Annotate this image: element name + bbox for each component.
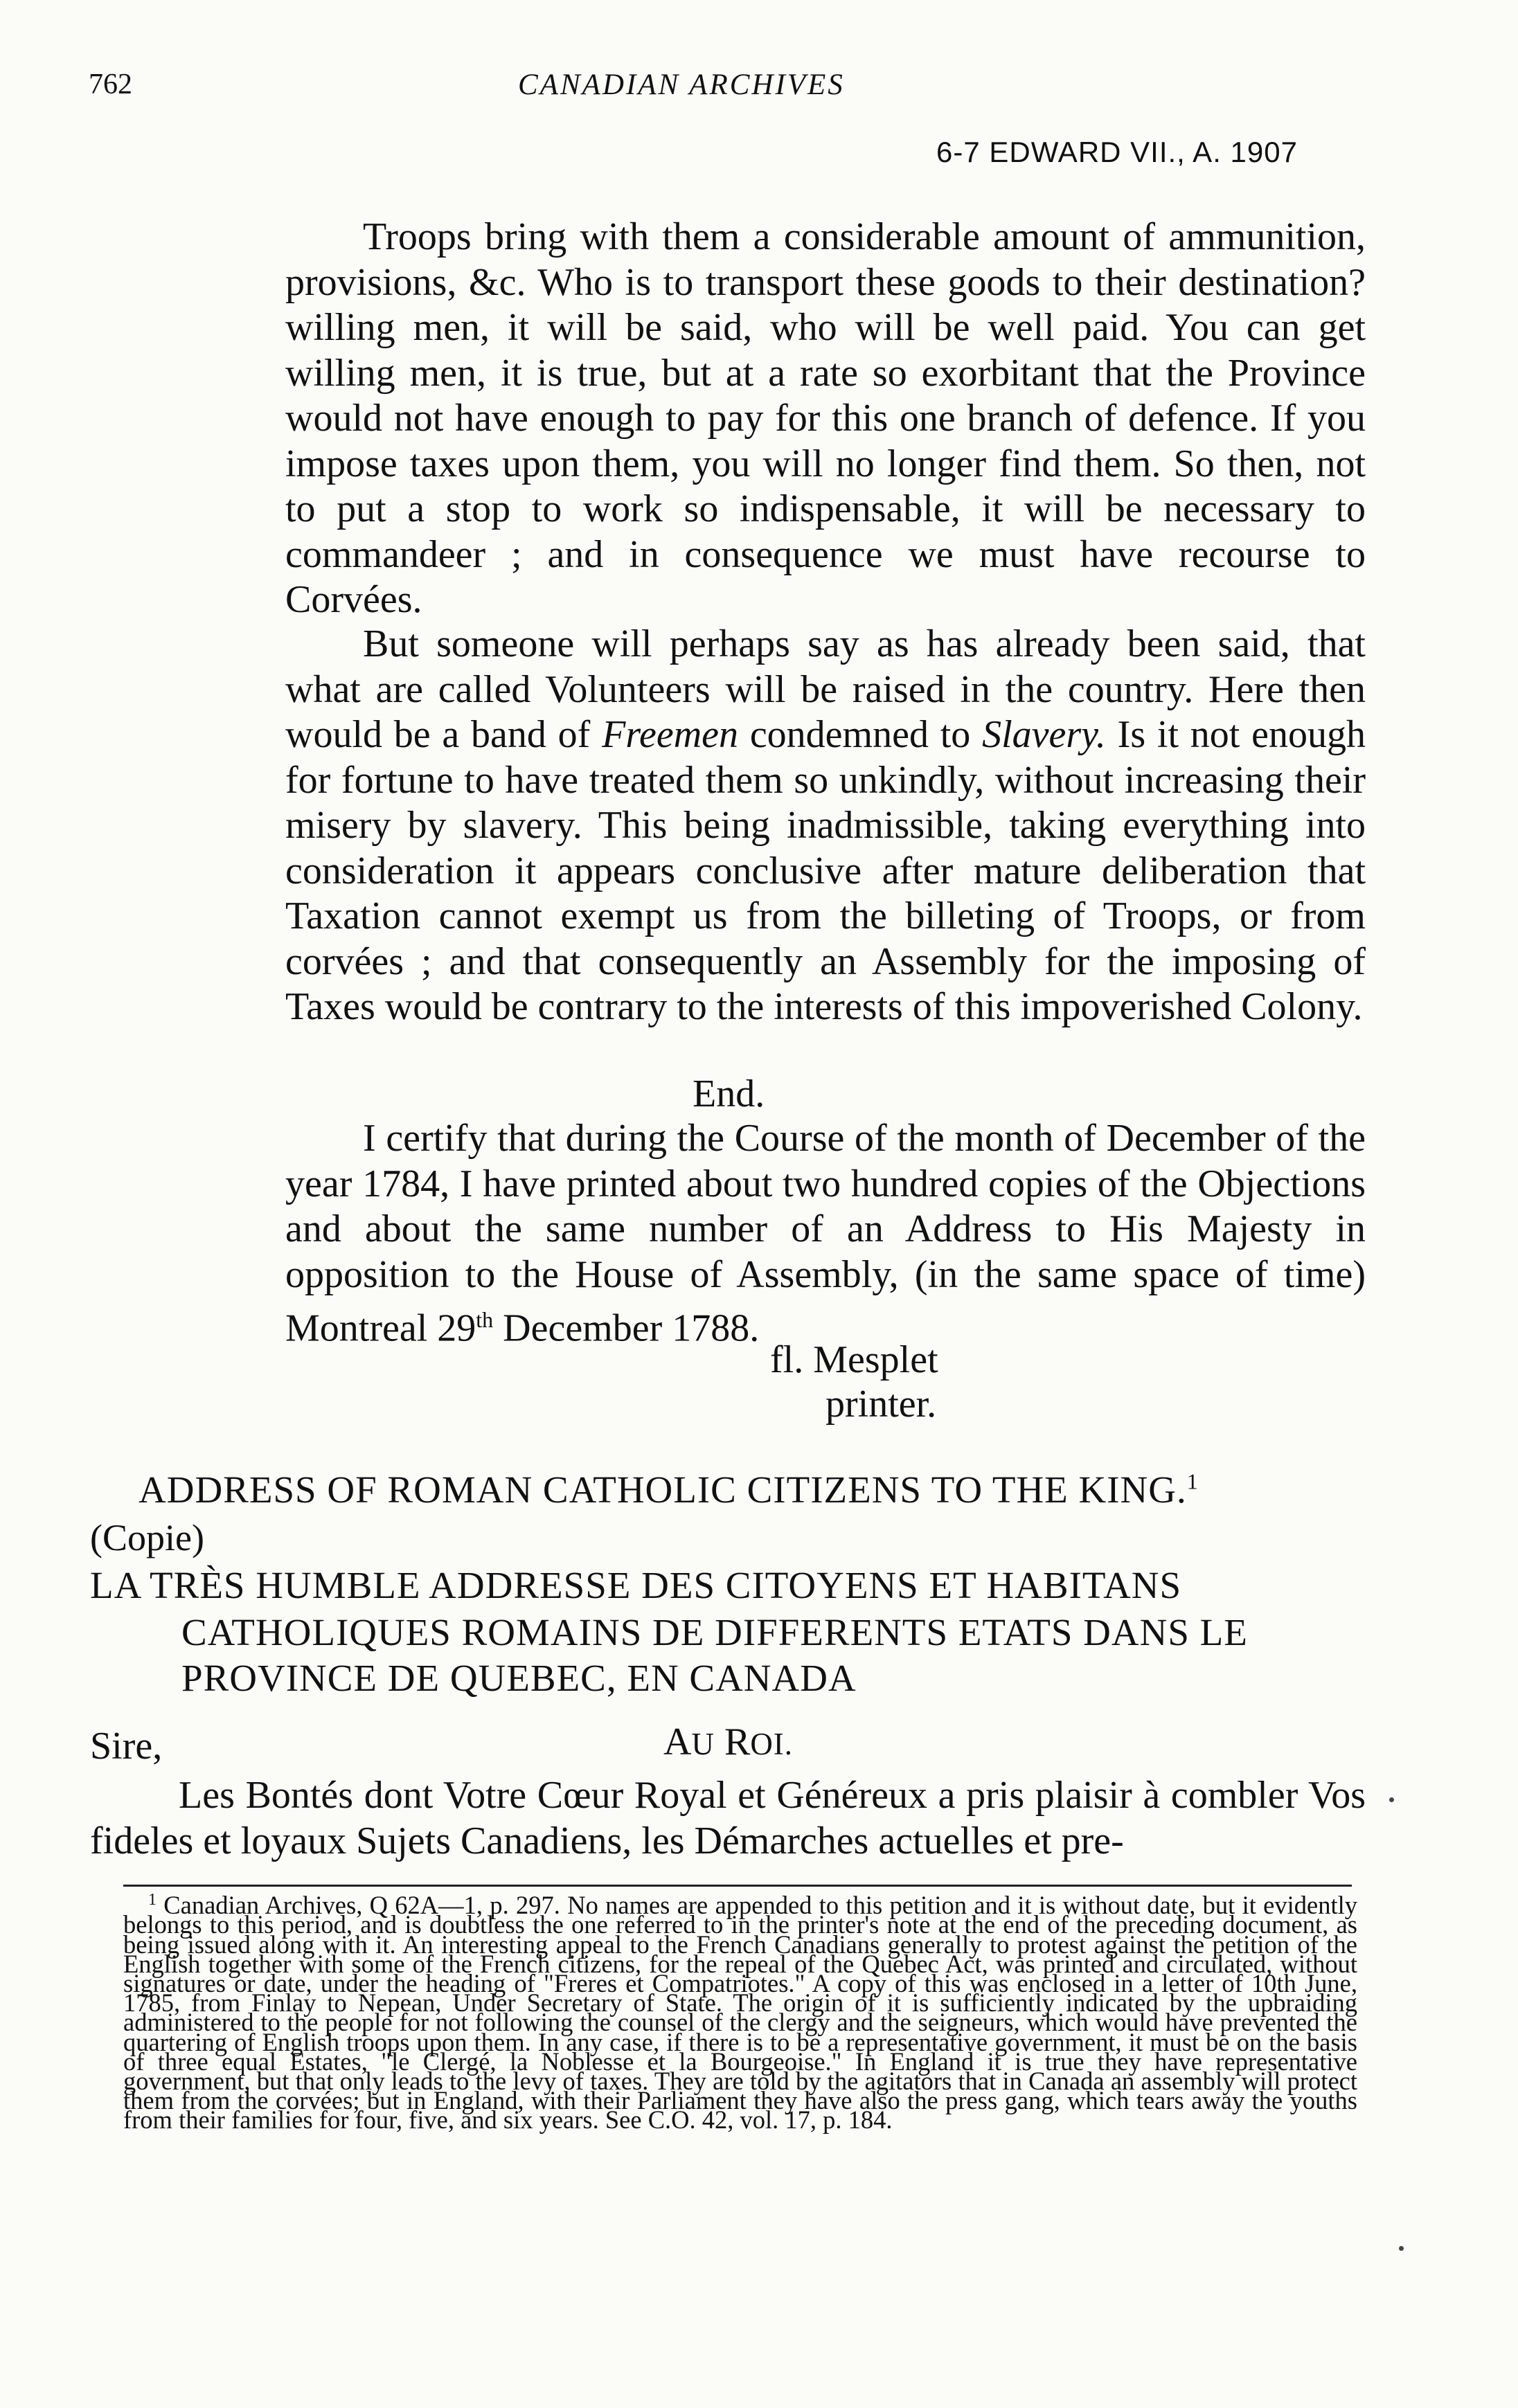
copie-label: (Copie) [90, 1517, 204, 1558]
footnote-divider [123, 1885, 1352, 1887]
paragraph-volunteers-text-a: But someone will perhaps say as has already been said, that what are called Volunteers will be raised in the country. Here then would be a band of [285, 622, 1366, 756]
section-title-text: ADDRESS OF ROMAN CATHOLIC CITIZENS TO THE KING. [139, 1468, 1187, 1511]
salutation: Sire, [90, 1725, 163, 1768]
au-roi-heading [663, 1720, 793, 1764]
footnote-marker: 1 [148, 1891, 157, 1909]
au-roi-c: R [714, 1720, 751, 1763]
footnote-text: Canadian Archives, Q 62A—1, p. 297. No names are appended to this petition and it is without date, but it evidently belongs to this period, and is doubtless the one referred to in the printer's note at the end of the preceding document, as being issued along with it. An interesting appeal to the French Canadians generally to protest against the petition of the English together with some of the French citizens, for the repeal of the Quebec Act, was printed and circulated, without signatures or date, under the heading of "Freres et Compatriotes." A copy of this was enclosed in a letter of 10th June, 1785, from Finlay to Nepean, Under Secretary of State. The origin of it is sufficiently indicated by the upbraiding administered to the people for not following the counsel of the clergy and the seigneurs, which would have prevented the quartering of English troops upon them. In any case, if there is to be a representative government, it must be on the basis of three equal Estates, "le Clergé, la Noblesse et la Bourgeoise." In England it is true they have representative government, but that only leads to the levy of taxes. They are told by the agitators that in Canada an assembly will protect them from the corvées; but in England, with their Parliament they have also the press gang, which tears away the youths from their families for four, five, and six years. See C.O. 42, vol. 17, p. 184. [123, 1891, 1357, 2135]
freemen-italic: Freemen [602, 713, 739, 756]
certificate-superscript: th [476, 1307, 494, 1332]
footnote [123, 1890, 1357, 2135]
certificate-text-b: December 1788. [493, 1306, 760, 1350]
signature-name: fl. Mesplet [770, 1338, 938, 1381]
paragraph-volunteers [285, 622, 1366, 1030]
au-roi-b: U [691, 1727, 715, 1761]
french-heading-line-2: CATHOLIQUES ROMAINS DE DIFFERENTS ETATS DANS LE [181, 1611, 1248, 1653]
margin-dot [1399, 2246, 1404, 2251]
french-heading-line-1: LA TRÈS HUMBLE ADDRESSE DES CITOYENS ET HABITANS [90, 1564, 1182, 1606]
section-title [139, 1468, 1199, 1511]
french-heading-line-3: PROVINCE DE QUEBEC, EN CANADA [181, 1657, 857, 1699]
page-number: 762 [89, 69, 132, 100]
certificate-text-a: I certify that during the Course of the month of December of the year 1784, I have printed about two hundred copies of the Objections and about the same number of an Address to His Majesty in opposition to the House of Assembly, (in the same space of time) Montreal 29 [285, 1117, 1366, 1350]
paragraph-troops: Troops bring with them a considerable amount of ammunition, provisions, &c. Who is to transport these goods to their destination? willing men, it will be said, who will be well paid. You can get willing men, it is true, but at a rate so exorbitant that the Province would not have enough to pay for this one branch of defence. If you impose taxes upon them, you will no longer find them. So then, not to put a stop to work so indispensable, it will be necessary to commandeer ; and in consequence we must have recourse to Corvées. [285, 215, 1366, 621]
au-roi-a: A [663, 1720, 692, 1763]
running-head: CANADIAN ARCHIVES [518, 69, 845, 101]
end-mark: End. [693, 1072, 765, 1115]
au-roi-d: OI. [750, 1727, 794, 1761]
french-paragraph: Les Bontés dont Votre Cœur Royal et Généreux a pris plaisir à combler Vos fideles et loyaux Sujets Canadiens, les Démarches actuelles et pre- [90, 1774, 1366, 1862]
slavery-italic: Slavery. [982, 713, 1106, 756]
session-heading: 6-7 EDWARD VII., A. 1907 [936, 136, 1298, 168]
printer-certificate [285, 1116, 1366, 1351]
margin-dot [1389, 1797, 1394, 1802]
signature-title: printer. [825, 1383, 937, 1426]
paragraph-volunteers-text-c: Is it not enough for fortune to have treated them so unkindly, without increasing their misery by slavery. This being inadmissible, taking everything into consideration it appears conclusive after mature deliberation that Taxation cannot exempt us from the billeting of Troops, or from corvées ; and that consequently an Assembly for the imposing of Taxes would be contrary to the interests of this impoverished Colony. [285, 713, 1366, 1028]
footnote-reference: 1 [1186, 1468, 1199, 1494]
paragraph-volunteers-text-b: condemned to [738, 713, 983, 756]
